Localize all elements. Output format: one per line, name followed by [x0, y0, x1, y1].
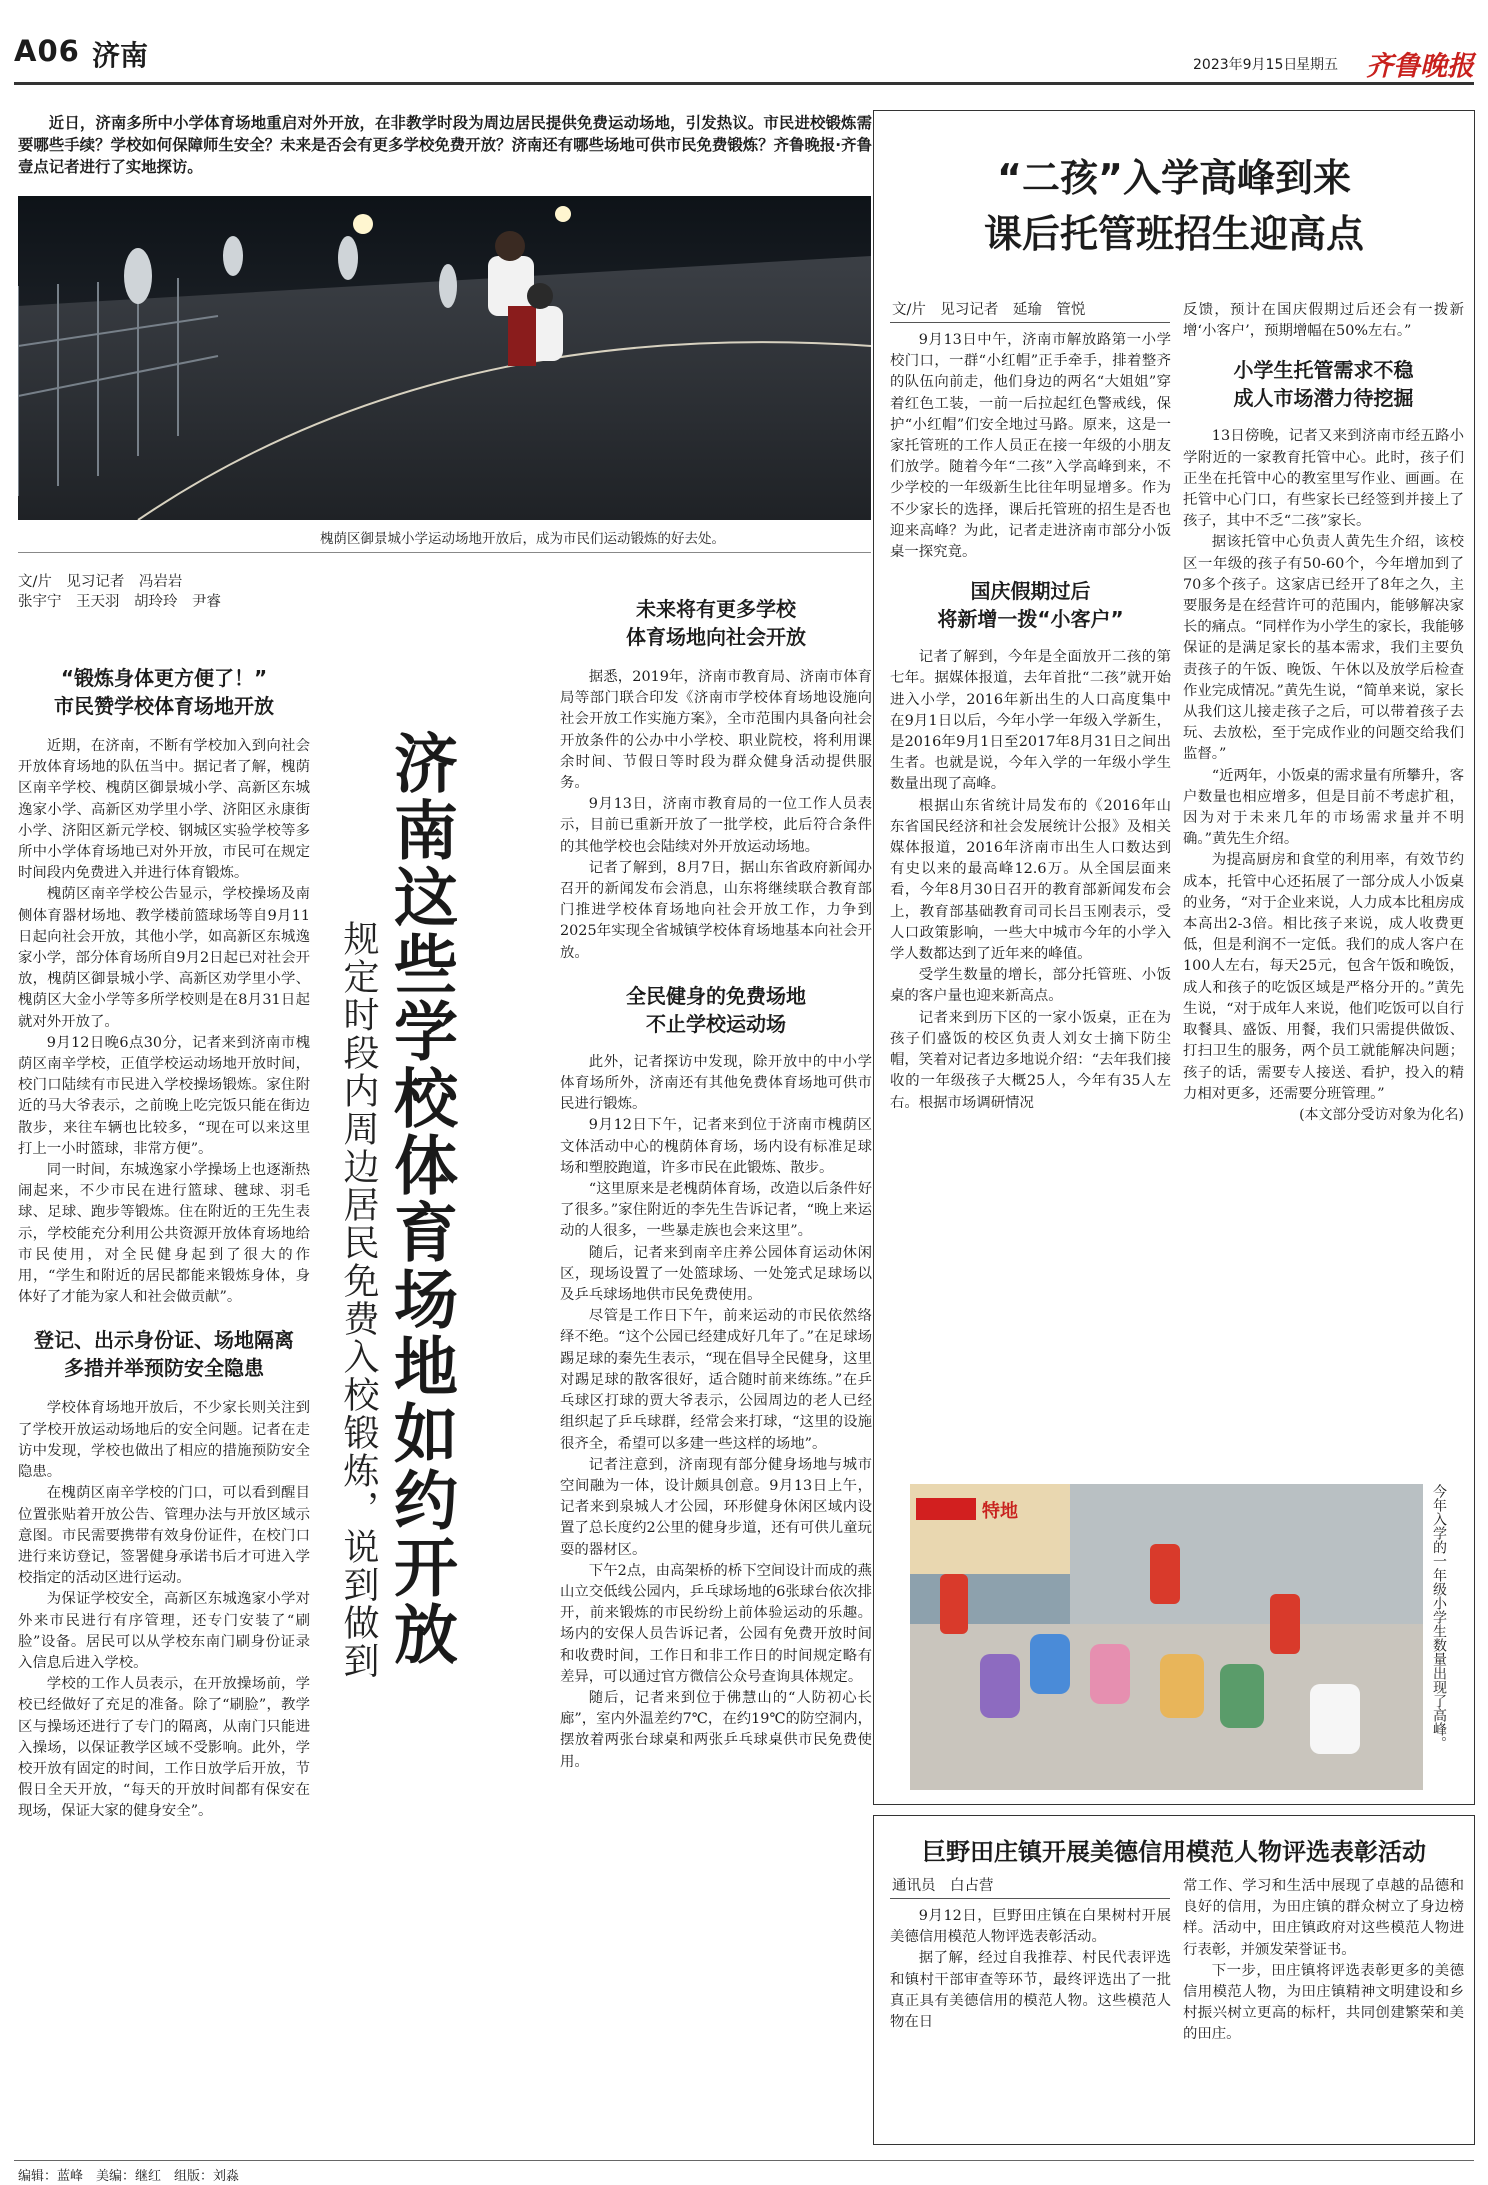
- paragraph: 记者来到历下区的一家小饭桌，正在为孩子们盛饭的校区负责人刘女士摘下防尘帽，笑着对记者边多地说介绍：“去年我们接收的一年级孩子大概25人，今年有35人左右。根据市场调研情况: [890, 1009, 1171, 1111]
- bottom-headline: 巨野田庄镇开展美德信用模范人物评选表彰活动: [922, 1838, 1426, 1866]
- right-section-2-heading: 小学生托管需求不稳 成人市场潜力待挖掘: [1233, 358, 1414, 411]
- page-number: A06: [14, 34, 80, 68]
- right-photo-caption: 今年入学的一年级小学生数量出现了高峰。: [1431, 1484, 1447, 1750]
- paragraph: 为保证学校安全，高新区东城逸家小学对外来市民进行有序管理，还专门安装了“刷脸”设备。居民可以从学校东南门刷身份证录入信息后进入学校。: [18, 1591, 310, 1671]
- section-3-heading: 未来将有更多学校 体育场地向社会开放: [626, 597, 806, 649]
- paragraph: 近期，在济南，不断有学校加入到向社会开放体育场地的队伍当中。据记者了解，槐荫区南辛学校、槐荫区御景城小学、高新区东城逸家小学、高新区劝学里小学、济阳区永康街小学、济阳区新元学校、钢城区实验学校等多所中小学体育场地已对外开放，市民可在规定时间段内免费进入并进行体育锻炼。: [18, 738, 310, 882]
- paragraph-continued: 常工作、学习和生活中展现了卓越的品德和良好的信用，为田庄镇的群众树立了身边榜样。活动中，田庄镇政府对这些模范人物进行表彰，并颁发荣誉证书。: [1183, 1878, 1464, 1958]
- paragraph: 9月13日中午，济南市解放路第一小学校门口，一群“小红帽”正手牵手，排着整齐的队伍向前走，他们身边的两名“大姐姐”穿着红色工装，一前一后拉起红色警戒线，保护“小红帽”们安全地过马路。原来，这是一家托管班的工作人员正在接一年级的小朋友们放学。随着今年“二孩”入学高峰到来，不少学校的一年级新生比往年明显增多。作为不少家长的选择，课后托管班的招生是否也迎来高峰？为此，记者走进济南市部分小饭桌一探究竟。: [890, 332, 1171, 561]
- paragraph-continued: 反馈，预计在国庆假期过后还会有一拨新增‘小客户’，预期增幅在50%左右。”: [1183, 302, 1464, 340]
- night-playground-image: [18, 196, 871, 520]
- main-subheadline: 规定时段内周边居民免费入校锻炼，说到做到: [338, 920, 379, 1680]
- paragraph: 尽管是工作日下午，前来运动的市民依然络绎不绝。“这个公园已经建成好几年了。”在足球场踢足球的秦先生表示，“现在倡导全民健身，这里对踢足球的散客很好，适合随时前来练练。”在乒乓球区打球的贾大爷表示，公园周边的老人已经组织起了乒乓球群，经常会来打球，“这里的设施很齐全，希望可以多建一些这样的场地”。: [560, 1308, 872, 1452]
- column-1: [18, 664, 310, 1823]
- main-photo-caption: 槐荫区御景城小学运动场地开放后，成为市民们运动锻炼的好去处。: [320, 531, 725, 547]
- paragraph: 据悉，2019年，济南市教育局、济南市体育局等部门联合印发《济南市学校体育场地设施向社会开放工作实施方案》，全市范围内具备向社会开放条件的公办中小学校、职业院校，将利用课余时间、节假日等时段为群众健身活动提供服务。: [560, 669, 872, 792]
- section-4-heading: 全民健身的免费场地 不止学校运动场: [626, 983, 806, 1036]
- section-1-heading: “锻炼身体更方便了！” 市民赞学校体育场地开放: [54, 666, 274, 718]
- paragraph: 9月12日下午，记者来到位于济南市槐荫区文体活动中心的槐荫体育场，场内设有标准足球场和塑胶跑道，许多市民在此锻炼、散步。: [560, 1117, 872, 1176]
- issue-date: 2023年9月15日: [1193, 57, 1298, 73]
- paragraph: 此外，记者探访中发现，除开放中的中小学体育场所外，济南还有其他免费体育场地可供市民进行锻炼。: [560, 1053, 872, 1113]
- paragraph: 13日傍晚，记者又来到济南市经五路小学附近的一家教育托管中心。此时，孩子们正坐在托管中心的教室里写作业、画画。在托管中心门口，有些家长已经签到并接上了孩子，其中不乏“二孩”家长。: [1183, 428, 1464, 530]
- main-byline: [18, 572, 298, 612]
- main-headline: 济南这些学校体育场地如约开放: [383, 730, 457, 1668]
- footer-credits: 编辑：蓝峰 美编：继红 组版：刘淼: [18, 2169, 240, 2184]
- header-rule: [14, 82, 1474, 85]
- paragraph: 根据山东省统计局发布的《2016年山东省国民经济和社会发展统计公报》及相关媒体报道，2016年济南市出生人口数达到有史以来的最高峰12.6万。从全国层面来看，今年8月30日召开的教育部新闻发布会上，教育部基础教育司司长吕玉刚表示，受人口政策影响，一些大中城市今年的小学入学人数都达到了近年来的峰值。: [890, 797, 1171, 963]
- right-byline-rule: [890, 322, 1170, 323]
- bottom-column-1: [890, 1906, 1171, 2033]
- paragraph: 记者了解到，8月7日，据山东省政府新闻办召开的新闻发布会消息，山东将继续联合教育部门推进学校体育场地向社会开放工作，力争到2025年实现全省城镇学校体育场地基本向社会开放。: [560, 859, 872, 961]
- paragraph: “近两年，小饭桌的需求量有所攀升，客户数量也相应增多，但是目前不考虑扩租，因为对于未来几年的市场需求量并不明确。”黄先生介绍。: [1183, 767, 1464, 848]
- column-3: [560, 595, 872, 1773]
- paragraph: 9月12日，巨野田庄镇在白果树村开展美德信用模范人物评选表彰活动。: [890, 1908, 1171, 1946]
- byline-line-2: 张宇宁 王天羽 胡玲玲 尹睿: [18, 594, 221, 610]
- right-section-1-heading: 国庆假期过后 将新增一拨“小客户”: [937, 579, 1124, 632]
- right-byline: 文/片 见习记者 延瑜 管悦: [892, 302, 1086, 318]
- paragraph: 记者注意到，济南现有部分健身场地与城市空间融为一体，设计颇具创意。9月13日上午，记者来到泉城人才公园，环形健身休闲区域内设置了总长度约2公里的健身步道，还有可供儿童玩耍的器材区。: [560, 1456, 872, 1558]
- paragraph: 9月13日，济南市教育局的一位工作人员表示，目前已重新开放了一批学校，此后符合条件的其他学校也会陆续对外开放运动场地。: [560, 796, 872, 855]
- section-2-heading: 登记、出示身份证、场地隔离 多措并举预防安全隐患: [34, 1328, 294, 1381]
- children-queue-image: [910, 1484, 1423, 1790]
- paragraph: 9月12日晚6点30分，记者来到济南市槐荫区南辛学校，正值学校运动场地开放时间，校门口陆续有市民进入学校操场锻炼。家住附近的马大爷表示，之前晚上吃完饭只能在街边散步，来往车辆也比较多，“现在可以来这里打上一小时篮球，非常方便”。: [18, 1034, 310, 1157]
- right-headline-line-1: “二孩”入学高峰到来: [997, 156, 1351, 200]
- paragraph: 随后，记者来到南辛庄养公园体育运动休闲区，现场设置了一处篮球场、一处笼式足球场以及乒乓球场地供市民免费使用。: [560, 1244, 872, 1304]
- byline-divider: [18, 552, 871, 553]
- paragraph: 学校体育场地开放后，不少家长则关注到了学校开放运动场地后的安全问题。记者在走访中发现，学校也做出了相应的措施预防安全隐患。: [18, 1400, 310, 1481]
- paragraph: 同一时间，东城逸家小学操场上也逐渐热闹起来，不少市民在进行篮球、毽球、羽毛球、足球、跑步等锻炼。住在附近的王先生表示，学校能充分利用公共资源开放体育场地给市民使用，对全民健身起到了很大的作用，“学生和附近的居民都能来锻炼身体，身体好了才能为家人和社会做贡献”。: [18, 1162, 310, 1306]
- main-photo: [18, 196, 871, 520]
- bottom-column-2: [1183, 1876, 1464, 2046]
- paragraph: 槐荫区南辛学校公告显示，学校操场及南侧体育器材场地、教学楼前篮球场等自9月11日起向社会开放，其他小学，如高新区东城逸家小学，部分体育场所自9月2日起已对社会开放，槐荫区御景城小学、高新区劝学里小学、槐荫区大金小学等多所学校则是在8月31日起就对外开放了。: [18, 886, 310, 1030]
- right-column-1: [890, 330, 1171, 1114]
- paragraph: 学校的工作人员表示，在开放操场前，学校已经做好了充足的准备。除了“刷脸”，教学区与操场还进行了专门的隔离，从南门只能进入操场，以保证教学区域不受影响。此外，学校开放有固定的时间，工作日放学后开放，节假日全天开放，“每天的开放时间都有保安在现场，保证大家的健身安全”。: [18, 1676, 310, 1820]
- store-sign-text: 特地: [982, 1501, 1018, 1522]
- bottom-byline: 通讯员 白占营: [892, 1878, 994, 1894]
- right-headline: [876, 150, 1472, 262]
- paragraph: 为提高厨房和食堂的利用率，有效节约成本，托管中心还拓展了一部分成人小饭桌的业务，“对于企业来说，人力成本比租房成本高出2-3倍。相比孩子来说，成人收费更低，但是利润不一定低。我们的成人客户在100人左右，每天25元，包含午饭和晚饭，成人和孩子的吃饭区域是严格分开的。”黄先生说，“对于成年人来说，他们吃饭可以自行取餐具、盛饭、用餐，我们只需提供做饭、打扫卫生的服务，两个员工就能解决问题；孩子的话，需要专人接送、看护，投入的精力相对更多，还需要分班管理。”: [1183, 852, 1464, 1102]
- paragraph: 下午2点，由高架桥的桥下空间设计而成的燕山立交低线公园内，乒乓球场地的6张球台依次排开，前来锻炼的市民纷纷上前体验运动的乐趣。场内的安保人员告诉记者，公园有免费开放时间和收费时间，工作日和非工作日的时间规定略有差异，可以通过官方微信公众号查询具体规定。: [560, 1562, 872, 1685]
- section-name: 济南: [92, 39, 149, 72]
- paragraph: 据该托管中心负责人黄先生介绍，该校区一年级的孩子有50-60个，今年增加到了70多个孩子。这家店已经开了8年之久，主要服务是在经营许可的范围内，能够解决家长的痛点。“同样作为小学生的家长，我能够保证的是满足家长的基本需求，我们主要负责孩子的午饭、晚饭、午休以及放学后检查作业完成情况。”黄先生说，“简单来说，家长从我们这儿接走孩子之后，可以带着孩子去玩、去放松，至于完成作业的问题交给我们监督。”: [1183, 534, 1464, 763]
- paragraph: 在槐荫区南辛学校的门口，可以看到醒目位置张贴着开放公告、管理办法与开放区域示意图。市民需要携带有效身份证件，在校门口进行来访登记，签署健身承诺书后才可进入学校指定的活动区进行运动。: [18, 1485, 310, 1587]
- right-column-2: [1183, 300, 1464, 1125]
- right-headline-line-2: 课后托管班招生迎高点: [983, 212, 1364, 256]
- bottom-byline-rule: [890, 1898, 1170, 1899]
- issue-weekday: 星期五: [1296, 57, 1338, 73]
- lead-paragraph: 近日，济南多所中小学体育场地重启对外开放，在非教学时段为周边居民提供免费运动场地，引发热议。市民进校锻炼需要哪些手续？学校如何保障师生安全？未来是否会有更多学校免费开放？济南还有哪些场地可供市民免费锻炼？齐鲁晚报·齐鲁壹点记者进行了实地探访。: [18, 114, 872, 176]
- paragraph: “这里原来是老槐荫体育场，改造以后条件好了很多。”家住附近的李先生告诉记者，“晚上来运动的人很多，一些暴走族也会来这里”。: [560, 1181, 872, 1240]
- source-note: (本文部分受访对象为化名): [1299, 1106, 1464, 1123]
- right-photo: [910, 1484, 1423, 1790]
- footer-rule: [14, 2160, 1474, 2161]
- byline-line-1: 文/片 见习记者 冯岩岩: [18, 574, 183, 590]
- paragraph: 下一步，田庄镇将评选表彰更多的美德信用模范人物，为田庄镇精神文明建设和乡村振兴树立更高的标杆，共同创建繁荣和美的田庄。: [1183, 1962, 1464, 2043]
- paragraph: 随后，记者来到位于佛慧山的“人防初心长廊”，室内外温差约7℃，在约19℃的防空洞内，摆放着两张台球桌和两张乒乓球桌供市民免费使用。: [560, 1689, 872, 1770]
- paragraph: 记者了解到，今年是全面放开二孩的第七年。据媒体报道，去年首批“二孩”就开始进入小学，2016年新出生的人口高度集中在9月1日以后，今年小学一年级入学新生，是2016年9月1日至2017年8月31日之间出生者。也就是说，今年入学的一年级小学生数量出现了高峰。: [890, 649, 1171, 793]
- paragraph: 受学生数量的增长，部分托管班、小饭桌的客户量也迎来新高点。: [890, 967, 1171, 1005]
- paragraph: 据了解，经过自我推荐、村民代表评选和镇村干部审查等环节，最终评选出了一批真正具有美德信用的模范人物。这些模范人物在日: [890, 1950, 1171, 2031]
- newspaper-logo: 齐鲁晚报: [1366, 51, 1474, 82]
